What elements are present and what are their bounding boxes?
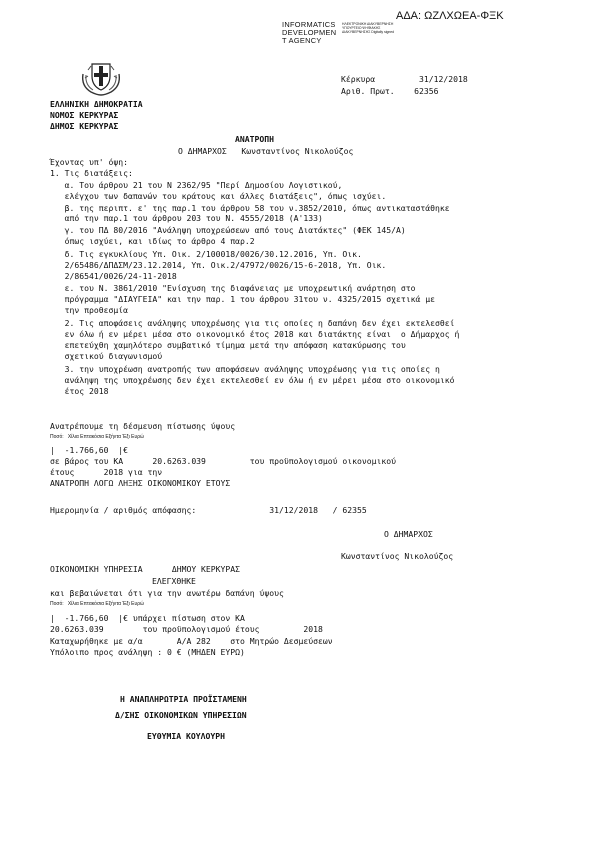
agency-logo-text bbox=[282, 21, 336, 45]
header-line: ΔΗΜΟΣ ΚΕΡΚΥΡΑΣ bbox=[50, 121, 119, 131]
confirm-statement: και βεβαιώνεται ότι για την ανωτέρω δαπάνη ύψους bbox=[50, 588, 284, 598]
body-line: έτος 2018 bbox=[50, 386, 109, 396]
amount-in-words: Ποσό: Χίλια Επτακόσια Εξήντα Έξι Ευρώ bbox=[50, 434, 144, 440]
budget-code-line: σε βάρος του ΚΑ 20.6263.039 του προϋπολογισμού οικονομικού bbox=[50, 456, 396, 466]
protocol-number: Αριθ. Πρωτ. 62356 bbox=[341, 86, 439, 96]
header-line: ΕΛΛΗΝΙΚΗ ΔΗΜΟΚΡΑΤΙΑ bbox=[50, 99, 143, 109]
body-line: επετεύχθη χαμηλότερο συμβατικό τίμημα μετά την απόφαση κατακύρωσης του bbox=[50, 340, 406, 350]
body-line: δ. Τις εγκυκλίους Υπ. Οικ. 2/100018/0026/30.12.2016, Υπ. Οικ. bbox=[50, 249, 362, 259]
greek-emblem-icon bbox=[79, 58, 123, 96]
amount-credit-line: | -1.766,60 |€ υπάρχει πίστωση στον ΚΑ bbox=[50, 613, 245, 623]
logo-line: T AGENCY bbox=[282, 36, 322, 45]
cancellation-reason: ΑΝΑΤΡΟΠΗ ΛΟΓΩ ΛΗΞΗΣ ΟΙΚΟΝΟΜΙΚΟΥ ΕΤΟΥΣ bbox=[50, 478, 231, 488]
decision-date: Ημερομηνία / αριθμός απόφασης: 31/12/2018 / 62355 bbox=[50, 505, 367, 515]
body-line: 1. Τις διατάξεις: bbox=[50, 168, 133, 178]
mayor-title: Ο ΔΗΜΑΡΧΟΣ bbox=[384, 529, 433, 539]
body-line: όπως ισχύει, και ιδίως το άρθρο 4 παρ.2 bbox=[50, 236, 255, 246]
body-line: 2/65486/ΔΠΔΣΜ/23.12.2014, Υπ. Οικ.2/47972/0026/15-6-2018, Υπ. Οικ. bbox=[50, 260, 387, 270]
body-line: την προθεσμία bbox=[50, 305, 128, 315]
body-line: ανάληψη της υποχρέωσης δεν έχει εκτελεσθεί εν όλω ή εν μέρει μέσα στο οικονομικό bbox=[50, 375, 455, 385]
document-title: ΑΝΑΤΡΟΠΗ bbox=[235, 134, 274, 144]
mayor-line: Ο ΔΗΜΑΡΧΟΣ Κωνσταντίνος Νικολούζος bbox=[178, 146, 354, 156]
registry-line: Καταχωρήθηκε με α/α Α/Α 282 στο Μητρώο Δεσμεύσεων bbox=[50, 636, 333, 646]
logo-line: INFORMATICS bbox=[282, 20, 336, 29]
remaining-balance: Υπόλοιπο προς ανάληψη : 0 € (ΜΗΔΕΝ ΕΥΡΩ) bbox=[50, 647, 245, 657]
body-line: 2/86541/0026/24-11-2018 bbox=[50, 271, 177, 281]
mayor-name: Κωνσταντίνος Νικολούζος bbox=[341, 551, 454, 561]
header-line: ΝΟΜΟΣ ΚΕΡΚΥΡΑΣ bbox=[50, 110, 119, 120]
body-line: πρόγραμμα "ΔΙΑΥΓΕΙΑ" και την παρ. 1 του άρθρου 31του ν. 4325/2015 σχετικά με bbox=[50, 294, 435, 304]
budget-code-year: 20.6263.039 του προϋπολογισμού έτους 2018 bbox=[50, 624, 323, 634]
checked-label: ΕΛΕΓΧΘΗΚΕ bbox=[152, 576, 196, 586]
cancel-statement: Ανατρέπουμε τη δέσμευση πίστωσης ύψους bbox=[50, 421, 236, 431]
body-line: από την παρ.1 του άρθρου 203 του Ν. 4555/2018 (Α'133) bbox=[50, 213, 323, 223]
body-line: 3. την υποχρέωση ανατροπής των αποφάσεων ανάληψης υποχρέωσης για τις οποίες η bbox=[50, 364, 440, 374]
ada-code: ΑΔΑ: ΩΖΛΧΩΕΑ-ΦΞΚ bbox=[396, 10, 504, 22]
body-line: γ. του ΠΔ 80/2016 "Ανάληψη υποχρεώσεων από τους Διατάκτες" (ΦΕΚ 145/Α) bbox=[50, 225, 406, 235]
amount-value: | -1.766,60 |€ bbox=[50, 445, 128, 455]
body-line: εν όλω ή εν μέρει μέσα στο οικονομικό έτος 2018 και διατάκτης είναι ο Δήμαρχος ή bbox=[50, 329, 460, 339]
body-line: ελέγχου των δαπανών του κράτους και άλλες διατάξεις", όπως ισχύει. bbox=[50, 191, 387, 201]
year-line: έτους 2018 για την bbox=[50, 467, 163, 477]
signatory-name: ΕΥΘΥΜΙΑ ΚΟΥΛΟΥΡΗ bbox=[147, 731, 225, 741]
body-line: 2. Τις αποφάσεις ανάληψης υποχρέωσης για τις οποίες η δαπάνη δεν έχει εκτελεσθεί bbox=[50, 318, 455, 328]
body-line: β. της περιπτ. ε' της παρ.1 του άρθρου 58 του ν.3852/2010, όπως αντικαταστάθηκε bbox=[50, 203, 450, 213]
amount-in-words: Ποσό: Χίλια Επτακόσια Εξήντα Έξι Ευρώ bbox=[50, 601, 144, 607]
signatory-title: Η ΑΝΑΠΛΗΡΩΤΡΙΑ ΠΡΟΪΣΤΑΜΕΝΗ bbox=[120, 694, 247, 704]
finance-header: ΟΙΚΟΝΟΜΙΚΗ ΥΠΗΡΕΣΙΑ ΔΗΜΟΥ ΚΕΡΚΥΡΑΣ bbox=[50, 564, 241, 574]
logo-small-text: ΗΛΕΚΤΡΟΝΙΚΗ ΔΙΑΚΥΒΕΡΝΗΣΗ ΥΠΟΥΡΓΕΙΟ ΨΗΦΙΑΚΗΣ ΔΙΑΚΥΒΕΡΝΗΣΗΣ Digitally signed bbox=[342, 22, 395, 34]
signatory-department: Δ/ΣΗΣ ΟΙΚΟΝΟΜΙΚΩΝ ΥΠΗΡΕΣΙΩΝ bbox=[115, 710, 247, 720]
body-line: α. Του άρθρου 21 του Ν 2362/95 "Περί Δημοσίου Λογιστικού, bbox=[50, 180, 343, 190]
body-line: Έχοντας υπ' όψη: bbox=[50, 157, 128, 167]
logo-line: DEVELOPMEN bbox=[282, 28, 337, 37]
place-date: Κέρκυρα 31/12/2018 bbox=[341, 74, 468, 84]
body-line: σχετικού διαγωνισμού bbox=[50, 351, 163, 361]
body-line: ε. του Ν. 3861/2010 "Ενίσχυση της διαφάνειας με υποχρεωτική ανάρτηση στο bbox=[50, 283, 416, 293]
